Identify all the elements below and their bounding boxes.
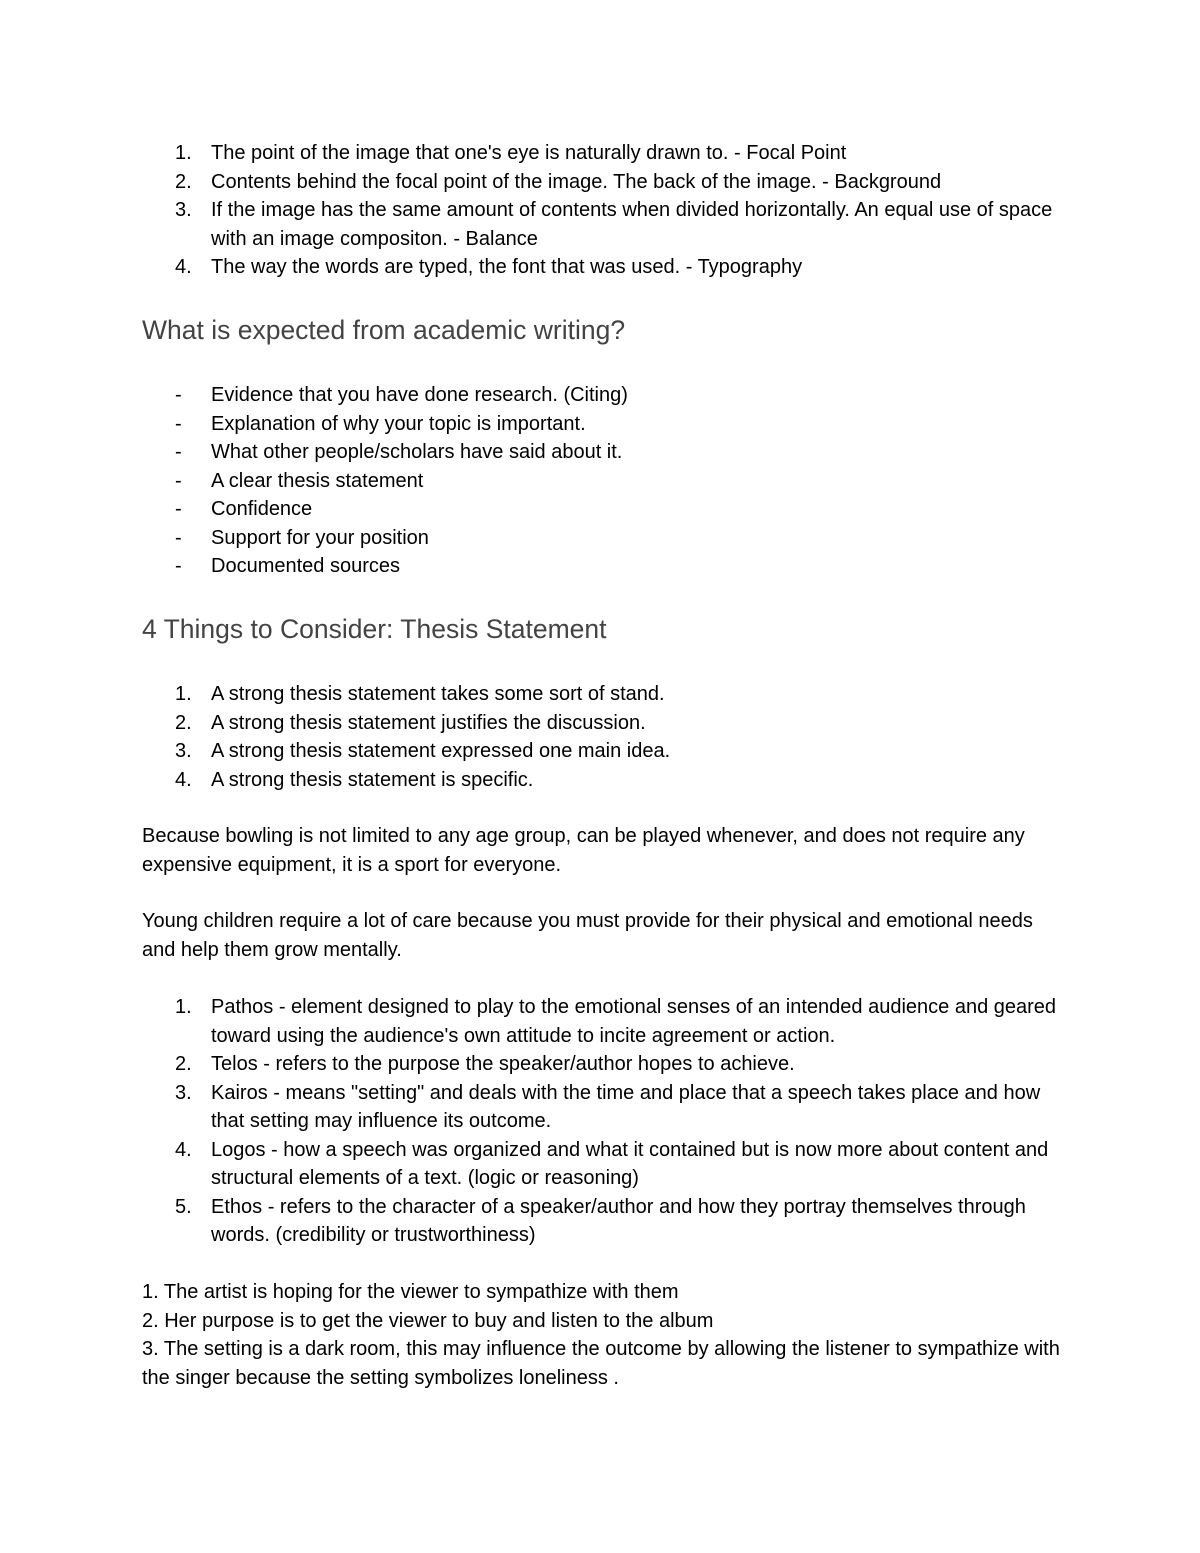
- paragraph-bowling-thesis: Because bowling is not limited to any age group, can be played whenever, and does not require any expensive equipment, it is a sport for everyone.: [142, 825, 1025, 876]
- list-item-text: The point of the image that one's eye is naturally drawn to. - Focal Point: [211, 142, 847, 164]
- list-item-text: Contents behind the focal point of the image. The back of the image. - Background: [211, 170, 942, 193]
- paragraph-children-thesis: Young children require a lot of care because you must provide for their physical and emotional needs and help them grow mentally.: [142, 910, 1033, 961]
- analysis-line: 3. The setting is a dark room, this may influence the outcome by allowing the listener to sympathize with the singer because the setting symbolizes loneliness .: [142, 1338, 1060, 1389]
- list-item-text: Support for your position: [211, 526, 429, 549]
- academic-expectations-list: [0, 381, 1200, 581]
- list-item-text: Explanation of why your topic is important.: [211, 412, 586, 435]
- analysis-line: 1. The artist is hoping for the viewer to sympathize with them: [142, 1281, 679, 1303]
- rhetorical-appeals-list: [0, 993, 1200, 1250]
- list-item: [0, 410, 1071, 439]
- list-dash: -: [175, 384, 182, 406]
- list-item-text: Pathos - element designed to play to the emotional senses of an intended audience and geared toward using the audience's own attitude to incite agreement or action.: [211, 996, 1057, 1047]
- list-item: [0, 495, 1071, 524]
- list-item: [0, 737, 1071, 766]
- thesis-considerations-list: [0, 680, 1200, 794]
- list-item: [0, 766, 1071, 795]
- list-dash: -: [175, 526, 182, 549]
- list-item: [0, 1050, 1071, 1079]
- list-item: [0, 381, 1071, 410]
- list-item: [0, 253, 1071, 282]
- list-item-text: Evidence that you have done research. (Citing): [211, 384, 628, 406]
- list-item: [0, 438, 1071, 467]
- list-number: 4.: [175, 768, 192, 791]
- list-number: 4.: [175, 1138, 192, 1161]
- section-heading-academic-writing: What is expected from academic writing?: [142, 315, 626, 345]
- list-item: [0, 524, 1071, 553]
- list-number: 2.: [175, 711, 192, 734]
- list-number: 3.: [175, 740, 192, 762]
- list-item: [0, 1193, 1071, 1250]
- list-item-text: Documented sources: [211, 555, 400, 577]
- list-number: 5.: [175, 1195, 192, 1218]
- analysis-line: 2. Her purpose is to get the viewer to buy and listen to the album: [142, 1309, 714, 1332]
- list-item: [0, 993, 1071, 1050]
- list-number: 3.: [175, 1081, 192, 1104]
- list-dash: -: [175, 469, 182, 492]
- list-item-text: Kairos - means "setting" and deals with the time and place that a speech takes place and how that setting may influence its outcome.: [211, 1081, 1041, 1132]
- list-dash: -: [175, 498, 182, 520]
- list-dash: -: [175, 412, 182, 435]
- list-item: [0, 552, 1071, 581]
- list-item-text: What other people/scholars have said about it.: [211, 441, 623, 463]
- list-item: [0, 168, 1071, 197]
- design-terms-list: [0, 139, 1200, 282]
- list-item-text: Telos - refers to the purpose the speaker/author hopes to achieve.: [211, 1053, 795, 1075]
- list-number: 2.: [175, 170, 192, 193]
- list-item: [0, 467, 1071, 496]
- list-number: 1.: [175, 683, 192, 705]
- list-number: 4.: [175, 256, 192, 278]
- list-item-text: A clear thesis statement: [211, 469, 424, 492]
- list-item: [0, 680, 1071, 709]
- section-heading-thesis: 4 Things to Consider: Thesis Statement: [142, 614, 607, 644]
- list-item-text: A strong thesis statement expressed one main idea.: [211, 740, 671, 762]
- list-number: 2.: [175, 1053, 192, 1075]
- list-number: 1.: [175, 996, 192, 1018]
- list-item-text: A strong thesis statement takes some sort of stand.: [211, 683, 665, 705]
- list-item-text: Confidence: [211, 498, 313, 520]
- list-number: 3.: [175, 199, 192, 221]
- list-item: [0, 709, 1071, 738]
- list-dash: -: [175, 441, 182, 463]
- list-item: [0, 139, 1071, 168]
- list-item-text: Ethos - refers to the character of a speaker/author and how they portray themselves through words. (credibility or trustworthiness): [211, 1195, 1026, 1246]
- list-item: [0, 1136, 1071, 1193]
- list-dash: -: [175, 555, 182, 577]
- list-item-text: Logos - how a speech was organized and what it contained but is now more about content and structural elements of a text. (logic or reasoning): [211, 1138, 1049, 1189]
- list-item-text: The way the words are typed, the font that was used. - Typography: [211, 256, 803, 278]
- list-item-text: If the image has the same amount of contents when divided horizontally. An equal use of space with an image compositon. - Balance: [211, 199, 1053, 250]
- list-item: [0, 196, 1071, 253]
- list-number: 1.: [175, 142, 192, 164]
- album-analysis: [142, 1278, 1062, 1392]
- list-item-text: A strong thesis statement is specific.: [211, 768, 534, 791]
- list-item: [0, 1079, 1071, 1136]
- list-item-text: A strong thesis statement justifies the discussion.: [211, 711, 646, 734]
